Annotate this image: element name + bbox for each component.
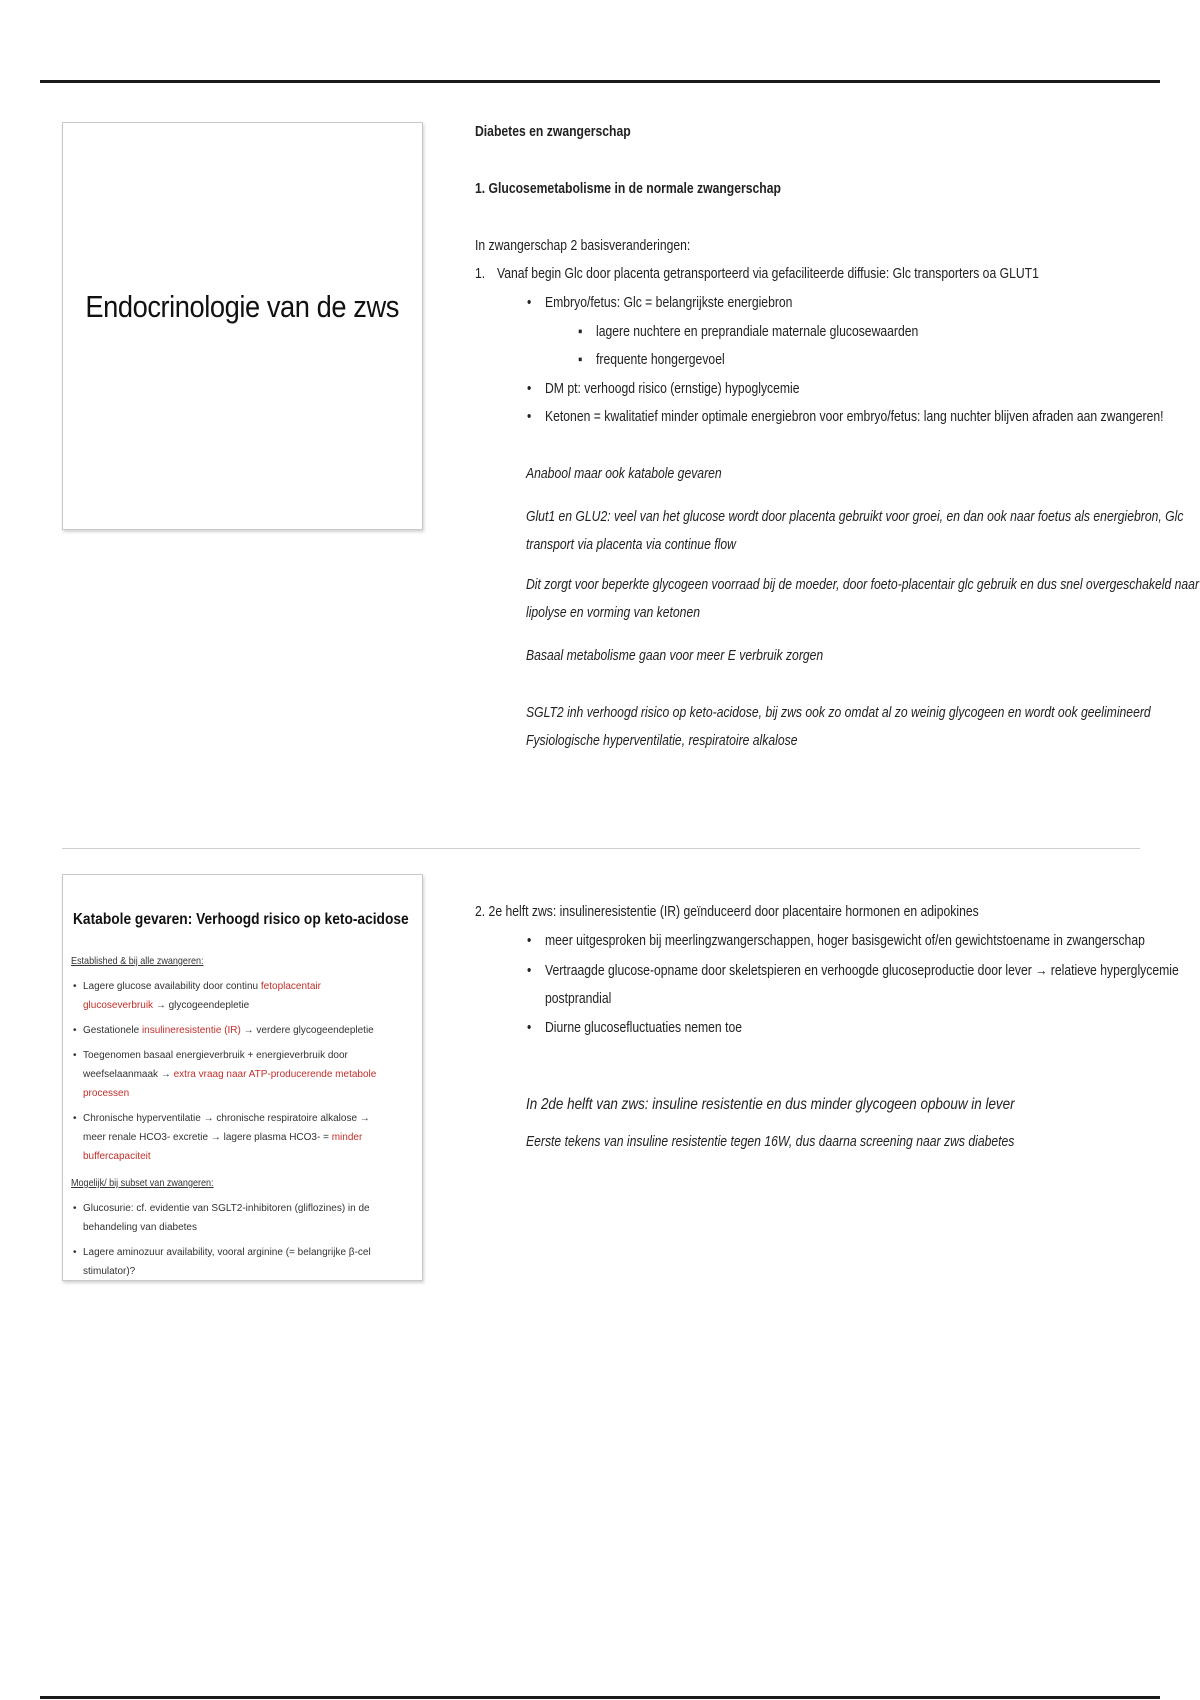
- page-divider: [62, 848, 1140, 849]
- bullet-text: Lagere glucose availability door continu: [83, 981, 261, 992]
- list-item: Ketonen = kwalitatief minder optimale energiebron voor embryo/fetus: lang nuchter blijven afraden aan zwangeren!: [545, 409, 1164, 425]
- italic-note: transport via placenta via continue flow: [526, 537, 736, 553]
- slide-bullet-item: • Glucosurie: cf. evidentie van SGLT2-inhibitoren (gliflozines) in de behandeling van diabetes: [71, 1199, 391, 1237]
- list-item: Embryo/fetus: Glc = belangrijkste energiebron: [545, 295, 793, 311]
- list-item: DM pt: verhoogd risico (ernstige) hypoglycemie: [545, 381, 800, 397]
- italic-note: Anabool maar ook katabole gevaren: [526, 466, 722, 482]
- slide-thumbnail-1: [62, 122, 423, 530]
- intro-text: 2. 2e helft zws: insulineresistentie (IR) geïnduceerd door placentaire hormonen en adipokines: [475, 904, 979, 920]
- slide-bullet-item: [71, 1046, 391, 1103]
- bullet-icon: ▪: [578, 352, 583, 368]
- slide-bullet-item: [71, 977, 391, 1015]
- bullet-icon: ▪: [578, 324, 583, 340]
- list-item: lagere nuchtere en preprandiale maternale glucosewaarden: [596, 324, 919, 340]
- slide-subheading: Established & bij alle zwangeren:: [71, 955, 204, 967]
- slide-title: Endocrinologie van de zws: [85, 289, 400, 324]
- slide-bullet-list: [71, 977, 391, 1172]
- bottom-rule: [40, 1696, 1160, 1699]
- bullet-text: → verdere glycogeendepletie: [240, 1025, 374, 1036]
- bullet-text: Toegenomen basaal energieverbruik + energieverbruik door weefselaanmaak →: [83, 1050, 348, 1080]
- highlight-text: extra vraag naar ATP-producerende metabole processen: [83, 1069, 377, 1099]
- highlight-text: fetoplacentair glucoseverbruik: [83, 981, 321, 1011]
- bullet-icon: •: [527, 963, 532, 979]
- bullet-icon: •: [527, 933, 532, 949]
- italic-note: In 2de helft van zws: insuline resistentie en dus minder glycogeen opbouw in lever: [526, 1096, 1015, 1113]
- list-item: Vanaf begin Glc door placenta getransporteerd via gefaciliteerde diffusie: Glc transporters oa GLUT1: [497, 266, 1039, 282]
- italic-note: Glut1 en GLU2: veel van het glucose wordt door placenta gebruikt voor groei, en dan ook naar foetus als energiebron, Glc: [526, 509, 1184, 525]
- slide-thumbnail-2: [62, 874, 423, 1281]
- highlight-text: insulineresistentie (IR): [141, 1025, 241, 1036]
- italic-note: Basaal metabolisme gaan voor meer E verbruik zorgen: [526, 648, 824, 664]
- bullet-text: → glycogeendepletie: [153, 1000, 250, 1011]
- bullet-text: Chronische hyperventilatie → chronische respiratoire alkalose → meer renale HCO3- excretie → lagere plasma HCO3- =: [83, 1113, 370, 1143]
- bullet-icon: •: [527, 295, 532, 311]
- bullet-icon: •: [527, 381, 532, 397]
- italic-note: Fysiologische hyperventilatie, respiratoire alkalose: [526, 733, 798, 749]
- bullet-icon: •: [527, 1020, 532, 1036]
- list-item: postprandial: [545, 991, 612, 1007]
- italic-note: Eerste tekens van insuline resistentie tegen 16W, dus daarna screening naar zws diabetes: [526, 1134, 1015, 1150]
- section-heading: 1. Glucosemetabolisme in de normale zwangerschap: [475, 181, 781, 197]
- italic-note: SGLT2 inh verhoogd risico op keto-acidose, bij zws ook zo omdat al zo weinig glycogeen en wordt ook geelimineerd: [526, 705, 1151, 721]
- slide-bullet-item: • Lagere aminozuur availability, vooral arginine (= belangrijke β-cel stimulator)?: [71, 1243, 391, 1281]
- highlight-text: minder buffercapaciteit: [83, 1132, 363, 1162]
- list-item: frequente hongergevoel: [596, 352, 725, 368]
- bullet-icon: •: [527, 409, 532, 425]
- slide-title: Katabole gevaren: Verhoogd risico op keto-acidose: [73, 911, 409, 928]
- list-item: meer uitgesproken bij meerlingzwangerschappen, hoger basisgewicht of/en gewichtstoename in zwangerschap: [545, 933, 1145, 949]
- intro-text: In zwangerschap 2 basisveranderingen:: [475, 238, 691, 254]
- slide-bullet-list: [71, 1199, 391, 1287]
- top-rule: [40, 80, 1160, 83]
- list-number: 1.: [475, 266, 486, 282]
- bullet-text: Gestationele: [83, 1025, 142, 1036]
- notes-heading: Diabetes en zwangerschap: [475, 124, 631, 140]
- list-item: Diurne glucosefluctuaties nemen toe: [545, 1020, 743, 1036]
- slide-bullet-item: [71, 1109, 391, 1166]
- italic-note: lipolyse en vorming van ketonen: [526, 605, 701, 621]
- slide-subheading: Mogelijk/ bij subset van zwangeren:: [71, 1177, 214, 1189]
- slide-bullet-item: [71, 1021, 391, 1040]
- italic-note: Dit zorgt voor beperkte glycogeen voorraad bij de moeder, door foeto-placentair glc gebruik en dus snel overgeschakeld naar: [526, 577, 1200, 593]
- list-item: Vertraagde glucose-opname door skeletspieren en verhoogde glucoseproductie door lever → relatieve hyperglycemie: [545, 963, 1179, 979]
